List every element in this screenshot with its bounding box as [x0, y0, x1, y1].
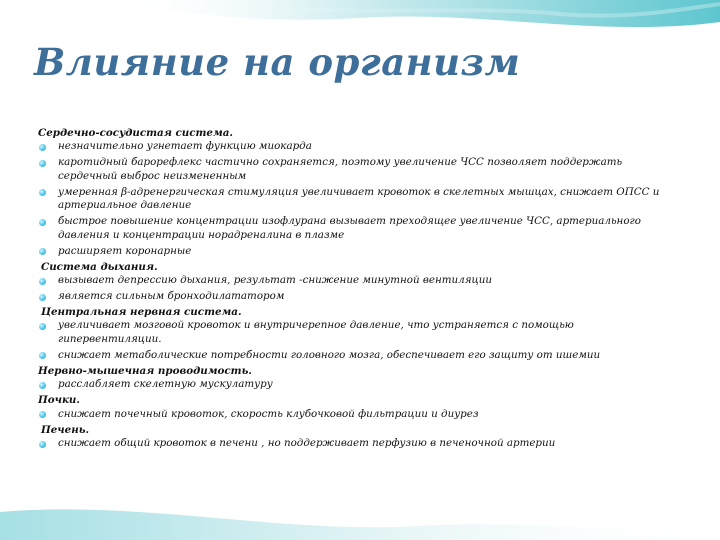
bullet-icon	[39, 441, 46, 448]
list-item: увеличивает мозговой кровоток и внутричерепное давление, что устраняется с помощью гипервентиляции.	[38, 319, 678, 346]
section-header-cns: Центральная нервная система.	[41, 306, 242, 319]
list-item: быстрое повышение концентрации изофлурана вызывает преходящее увеличение ЧСС, артериального давления и концентрации норадреналина в плазме	[38, 215, 678, 242]
bullet-icon	[39, 144, 46, 151]
list-item: вызывает депрессию дыхания, результат -снижение минутной вентиляции	[38, 274, 678, 287]
section-header-liver: Печень.	[41, 423, 90, 436]
bullet-icon	[39, 248, 46, 255]
content-list	[38, 127, 678, 453]
list-item: является сильным бронходилататором	[38, 290, 678, 303]
list-item: снижает почечный кровоток, скорость клубочковой фильтрации и диурез	[38, 408, 678, 421]
bullet-icon	[39, 294, 46, 301]
bullet-icon	[39, 382, 46, 389]
list-item: умеренная β-адренергическая стимуляция увеличивает кровоток в скелетных мышцах, снижает ОПСС и артериальное давление	[38, 186, 678, 213]
bullet-icon	[39, 160, 46, 167]
bullet-icon	[39, 189, 46, 196]
list-item: незначительно угнетает функцию миокарда	[38, 140, 678, 153]
section-header-cardiovascular: Сердечно-сосудистая система.	[38, 127, 234, 139]
section-header-kidneys: Почки.	[38, 394, 80, 407]
list-item: расширяет коронарные	[38, 245, 678, 258]
list-item: снижает общий кровоток в печени , но поддерживает перфузию в печеночной артерии	[38, 437, 678, 450]
list-item: расслабляет скелетную мускулатуру	[38, 378, 678, 391]
bullet-icon	[39, 411, 46, 418]
list-item: каротидный барорефлекс частично сохраняется, поэтому увеличение ЧСС позволяет поддержать сердечный выброс неизмененным	[38, 156, 678, 183]
bullet-icon	[39, 219, 46, 226]
slide-title: Влияние на организм	[34, 40, 521, 84]
bullet-icon	[39, 323, 46, 330]
list-item: снижает метаболические потребности головного мозга, обеспечивает его защиту от ишемии	[38, 349, 678, 362]
section-header-neuromuscular: Нервно-мышечная проводимость.	[38, 364, 252, 377]
bottom-wave-shape	[0, 509, 720, 540]
bullet-icon	[39, 352, 46, 359]
bullet-icon	[39, 278, 46, 285]
section-header-respiratory: Система дыхания.	[41, 260, 158, 273]
